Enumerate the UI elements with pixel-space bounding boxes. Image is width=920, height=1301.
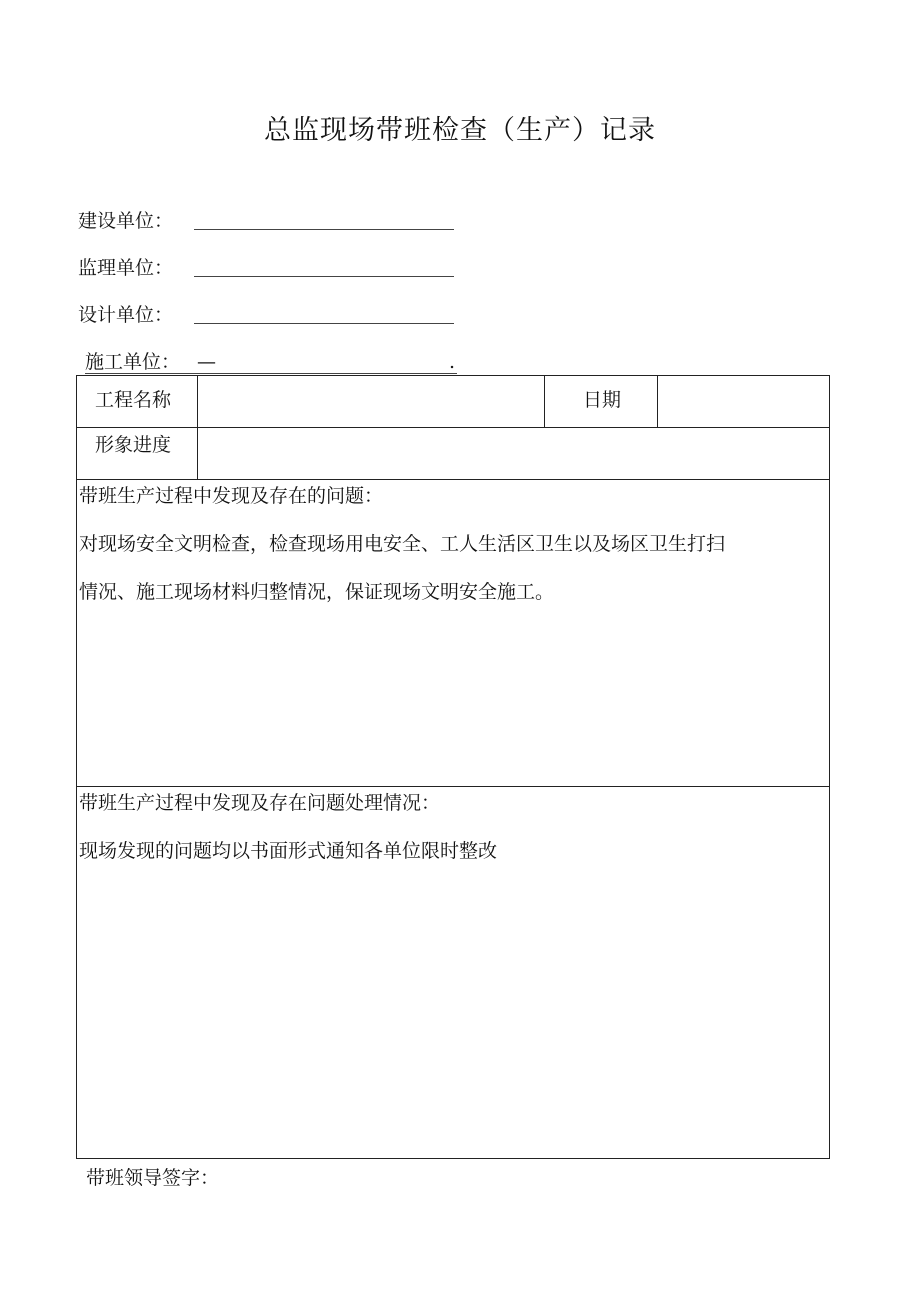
- supervisor-input-line[interactable]: [194, 276, 454, 277]
- supervisor-label: 监理单位：: [78, 257, 174, 279]
- handling-text-line: 现场发现的问题均以书面形式通知各单位限时整改: [79, 840, 498, 862]
- problems-heading: 带班生产过程中发现及存在的问题：: [79, 485, 384, 507]
- date-label: 日期: [583, 389, 622, 411]
- progress-value[interactable]: [198, 428, 828, 478]
- construction-dot: .: [449, 351, 456, 373]
- construction-dash: —: [197, 351, 216, 373]
- design-label: 设计单位：: [78, 304, 174, 326]
- design-field: [78, 302, 194, 328]
- supervisor-field: [78, 255, 194, 281]
- project-name-label: 工程名称: [95, 389, 172, 411]
- table-divider: [544, 376, 545, 427]
- problems-text-line: 情况、施工现场材料归整情况，保证现场文明安全施工。: [79, 581, 555, 603]
- signature-label: 带班领导签字：: [86, 1167, 220, 1189]
- page-title: 总监现场带班检查（生产）记录: [264, 115, 656, 146]
- client-label: 建设单位：: [78, 210, 174, 232]
- client-input-line[interactable]: [194, 229, 454, 230]
- client-field: [78, 208, 194, 234]
- progress-label: 形象进度: [95, 434, 172, 456]
- construction-label: 施工单位：: [85, 351, 181, 373]
- project-name-value[interactable]: [198, 377, 543, 426]
- construction-field: [85, 349, 465, 375]
- problems-text-line: 对现场安全文明检查，检查现场用电安全、工人生活区卫生以及场区卫生打扫: [79, 533, 726, 555]
- construction-input-line[interactable]: [85, 373, 457, 374]
- date-value[interactable]: [658, 377, 828, 426]
- record-table: [76, 375, 830, 1159]
- design-input-line[interactable]: [194, 323, 454, 324]
- handling-heading: 带班生产过程中发现及存在问题处理情况：: [79, 792, 441, 814]
